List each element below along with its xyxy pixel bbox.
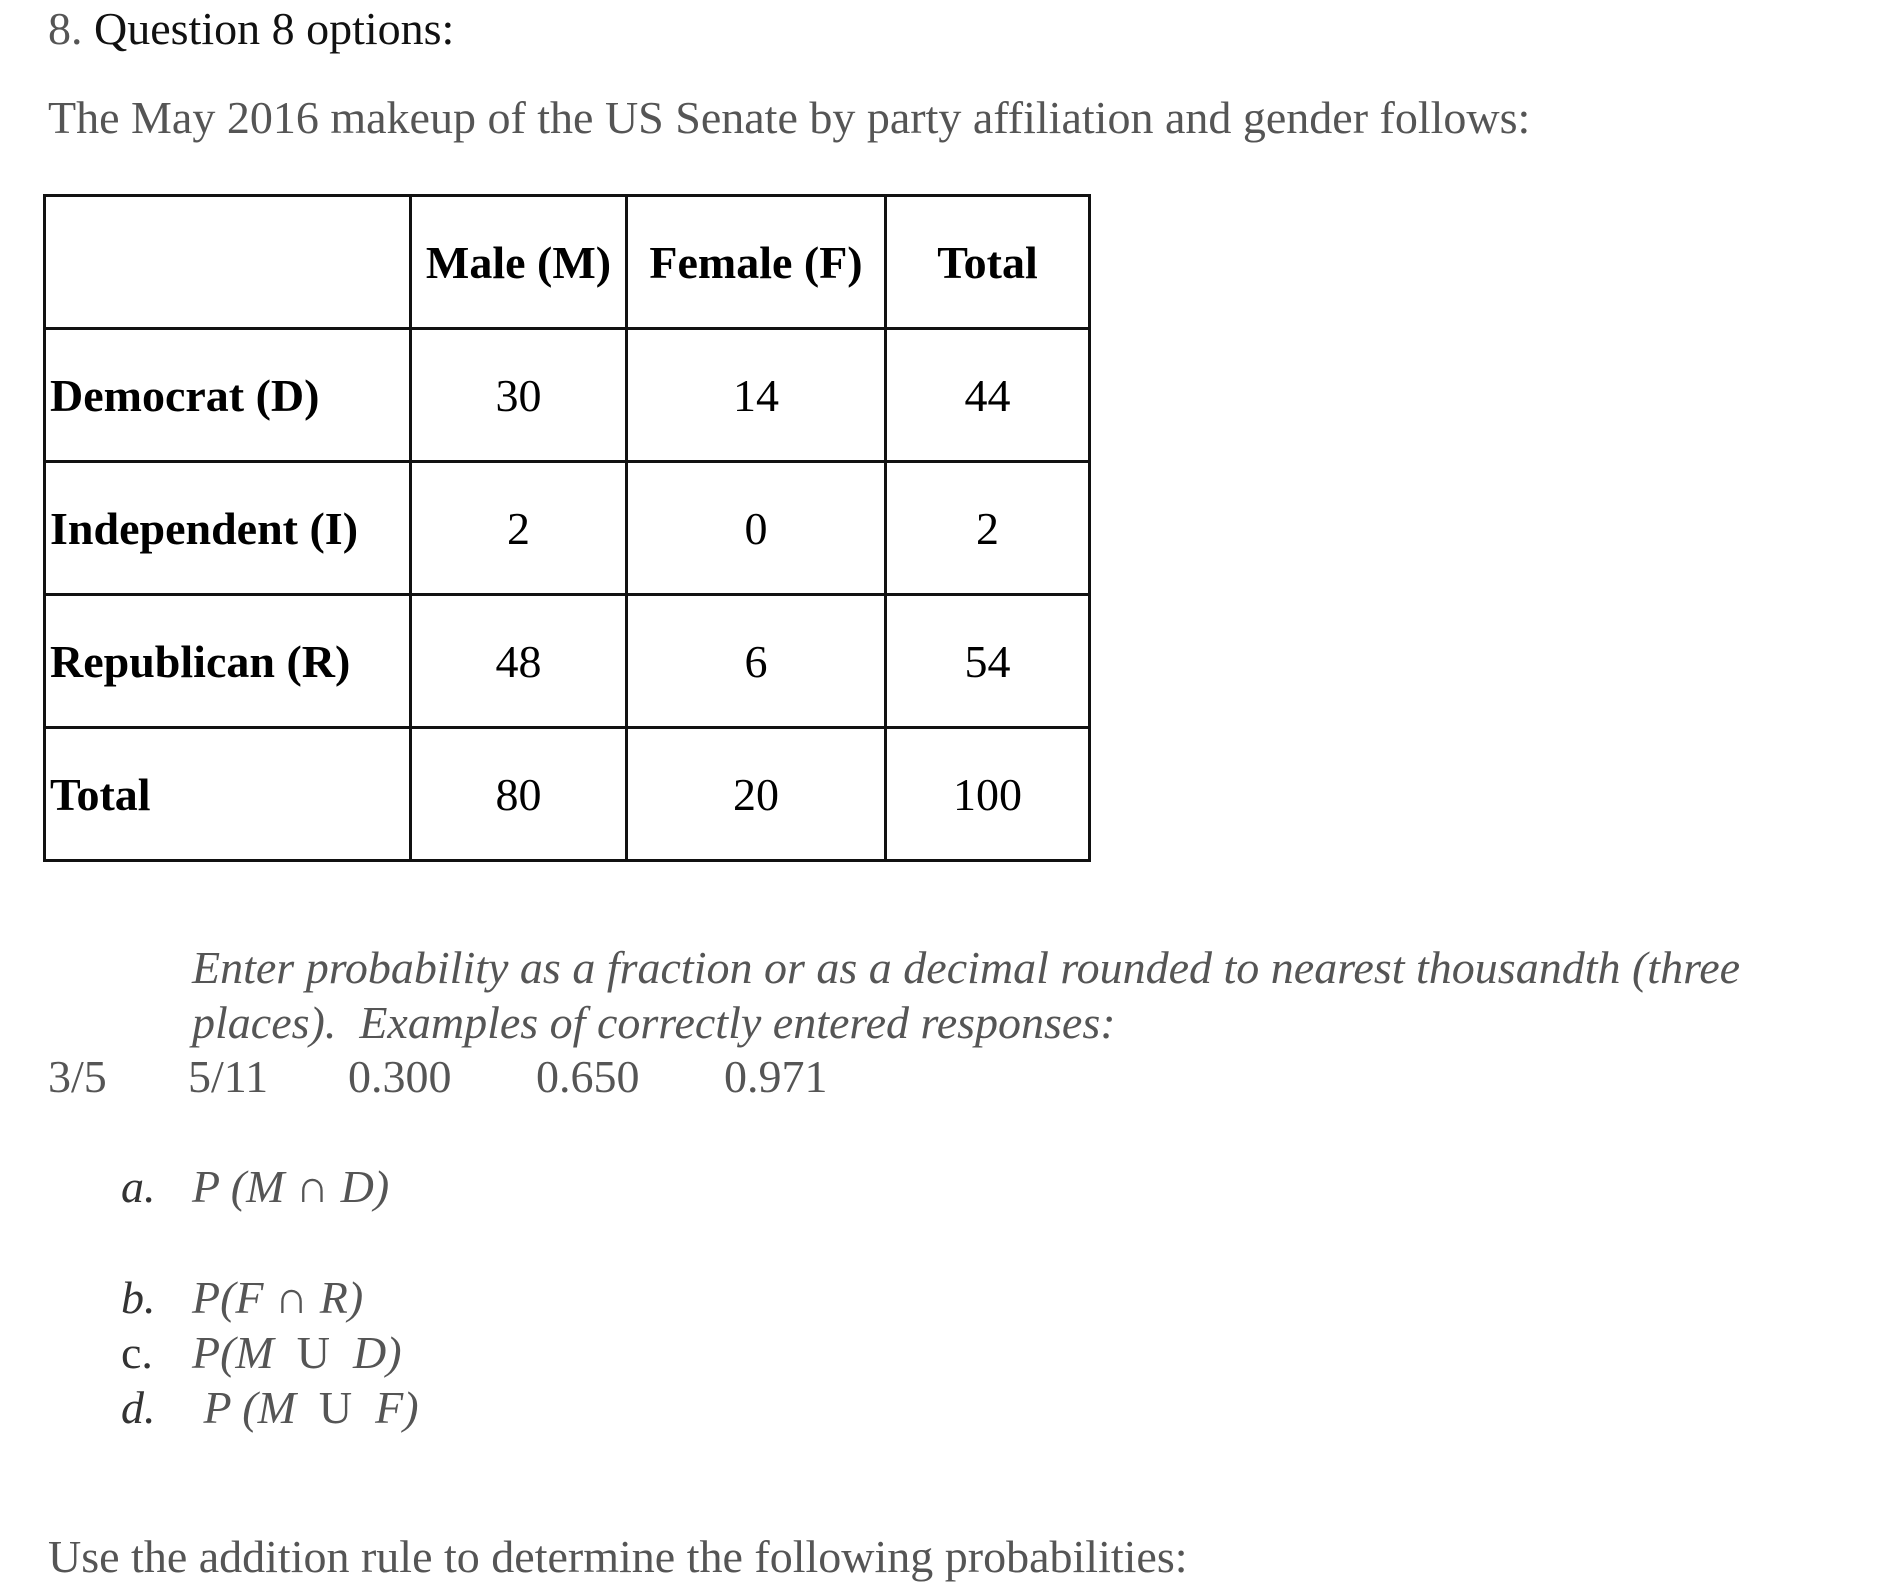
example-response: 0.650 (536, 1051, 640, 1102)
table-header-row (45, 196, 1090, 329)
example-response: 0.971 (724, 1051, 828, 1102)
table-cell: 6 (627, 595, 886, 728)
table-cell: 54 (886, 595, 1090, 728)
question-title: Question 8 options: (94, 3, 455, 54)
table-cell: 0 (627, 462, 886, 595)
intro-text: The May 2016 makeup of the US Senate by party affiliation and gender follows: (48, 92, 1531, 143)
item-letter: c. (121, 1327, 153, 1378)
item-expression: P (M ∩ D) (192, 1161, 390, 1212)
table-cell: 2 (886, 462, 1090, 595)
row-header-republican: Republican (R) (45, 595, 411, 728)
table-cell: 44 (886, 329, 1090, 462)
table-row (45, 329, 1090, 462)
table-row (45, 462, 1090, 595)
table-cell: 100 (886, 728, 1090, 861)
item-expression: P(F ∩ R) (192, 1272, 364, 1323)
table-row (45, 728, 1090, 861)
row-header-democrat: Democrat (D) (45, 329, 411, 462)
row-header-independent: Independent (I) (45, 462, 411, 595)
item-letter: a. (121, 1161, 156, 1212)
instructions (192, 940, 1740, 1050)
table-cell: 80 (411, 728, 627, 861)
table-cell: 20 (627, 728, 886, 861)
column-header-total: Total (886, 196, 1090, 329)
senate-table (43, 194, 1091, 862)
example-response: 0.300 (348, 1051, 452, 1102)
example-response: 5/11 (188, 1051, 269, 1102)
footer-text: Use the addition rule to determine the following probabilities: (48, 1531, 1188, 1582)
item-letter: d. (121, 1382, 156, 1433)
table-cell: 48 (411, 595, 627, 728)
column-header-female: Female (F) (627, 196, 886, 329)
instructions-line-1: Enter probability as a fraction or as a decimal rounded to nearest thousandth (three (192, 942, 1741, 993)
table-row (45, 595, 1090, 728)
table-cell: 2 (411, 462, 627, 595)
table-cell: 14 (627, 329, 886, 462)
instructions-line-2: places). Examples of correctly entered responses: (192, 997, 1116, 1048)
table-cell: 30 (411, 329, 627, 462)
item-expression: P(M U D) (192, 1327, 402, 1378)
question-number: 8. (48, 3, 83, 54)
item-expression: P (M U F) (192, 1382, 419, 1433)
table-corner-cell (45, 196, 411, 329)
example-response: 3/5 (48, 1051, 107, 1102)
row-header-total: Total (45, 728, 411, 861)
question-heading (48, 2, 454, 55)
column-header-male: Male (M) (411, 196, 627, 329)
item-letter: b. (121, 1272, 156, 1323)
